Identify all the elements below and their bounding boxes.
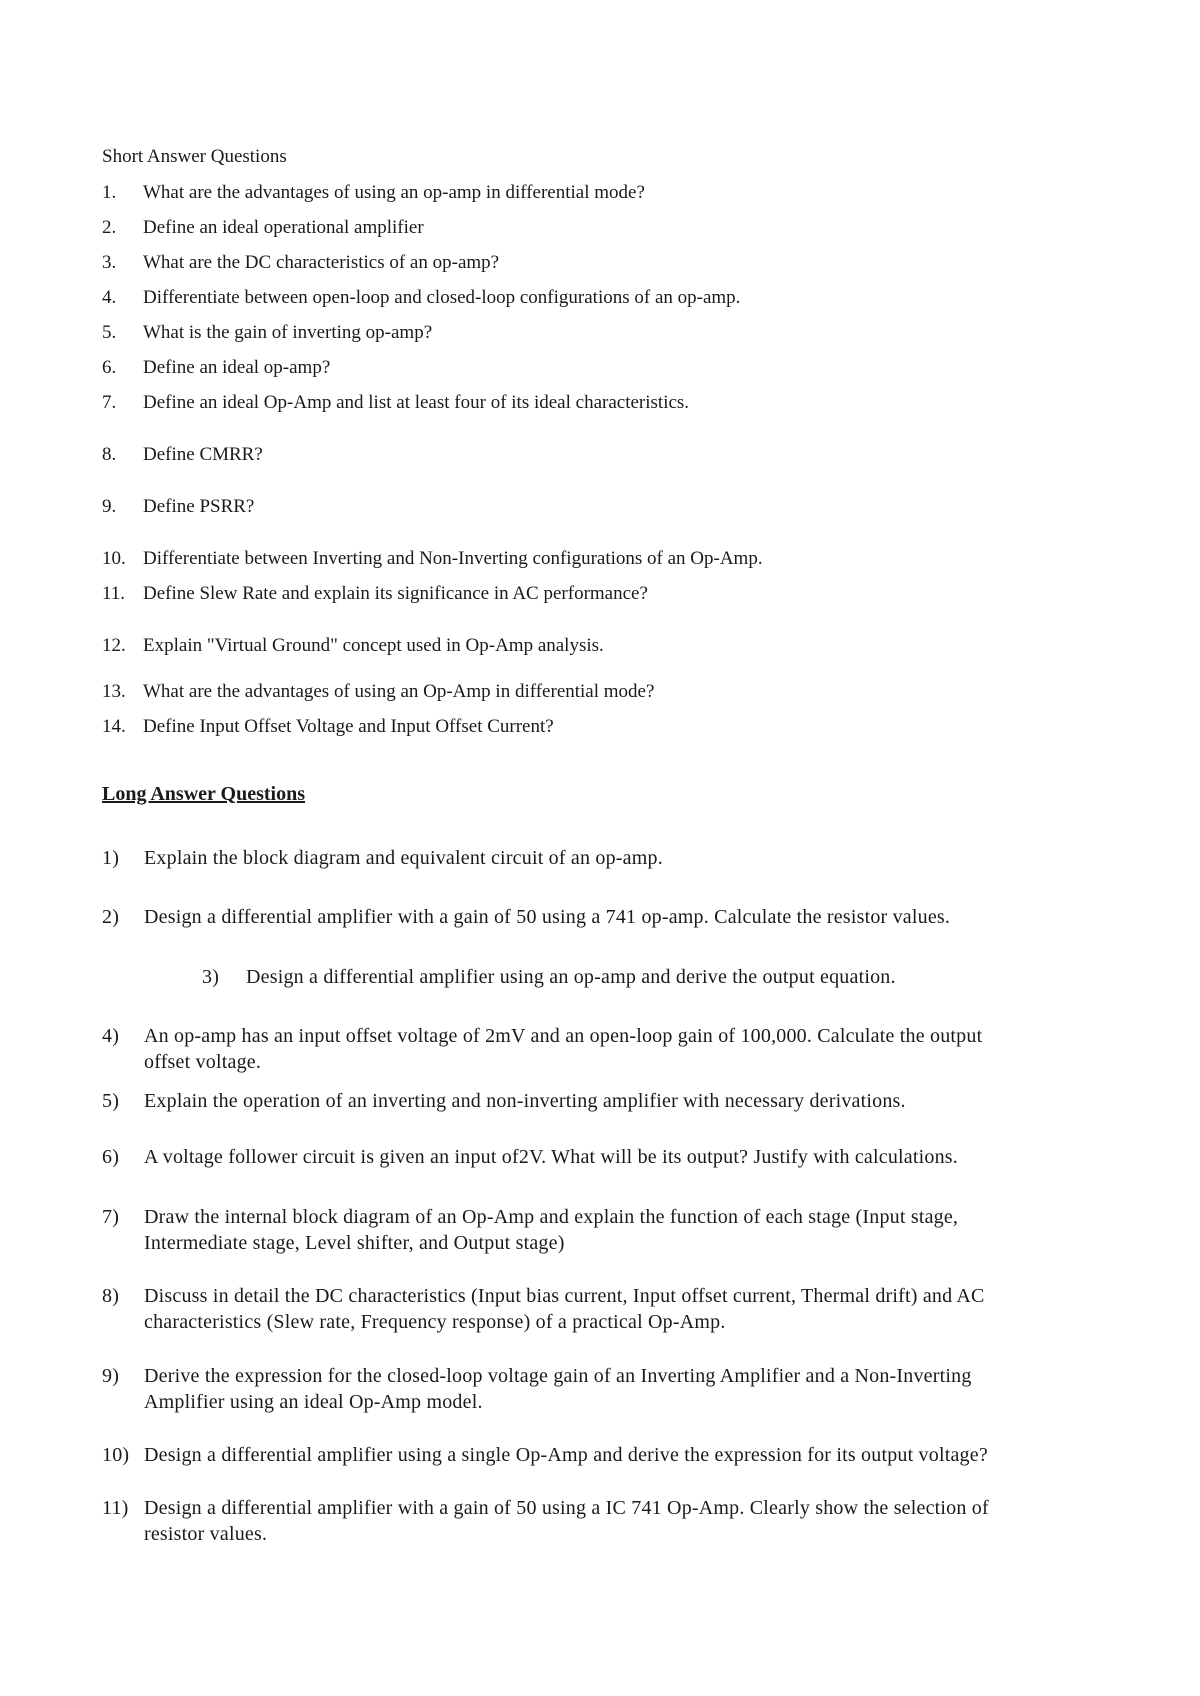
short-item-number: 13.: [102, 681, 126, 702]
long-item-text: Explain the block diagram and equivalent circuit of an op-amp.: [144, 847, 663, 869]
short-item-number: 11.: [102, 583, 126, 604]
long-item-text: An op-amp has an input offset voltage of 2mV and an open-loop gain of 100,000. Calculate the output: [144, 1025, 983, 1047]
short-item-text: Differentiate between Inverting and Non-Inverting configurations of an Op-Amp.: [143, 548, 763, 569]
long-item-text-continued: Intermediate stage, Level shifter, and Output stage): [144, 1232, 565, 1254]
short-answer-heading: Short Answer Questions: [102, 146, 287, 167]
long-item-number: 7): [102, 1206, 120, 1228]
long-item-text: Design a differential amplifier using an op-amp and derive the output equation.: [246, 966, 896, 988]
short-item-text: What are the advantages of using an op-amp in differential mode?: [143, 182, 645, 203]
short-item-text: Define PSRR?: [143, 496, 255, 517]
short-item-text: What is the gain of inverting op-amp?: [143, 322, 433, 343]
short-item-text: Define an ideal operational amplifier: [143, 217, 424, 238]
long-item-text: Design a differential amplifier with a gain of 50 using a IC 741 Op-Amp. Clearly show the selection of: [144, 1497, 989, 1519]
short-item-number: 14.: [102, 716, 126, 737]
long-item-text-continued: offset voltage.: [144, 1051, 262, 1073]
long-item-number: 11): [102, 1497, 129, 1519]
long-item-number: 10): [102, 1444, 130, 1466]
short-item-text: What are the DC characteristics of an op-amp?: [143, 252, 500, 273]
short-item-text: Define CMRR?: [143, 444, 263, 465]
long-item-text: Derive the expression for the closed-loop voltage gain of an Inverting Amplifier and a Non-Inverting: [144, 1365, 972, 1387]
long-item-text-continued: characteristics (Slew rate, Frequency response) of a practical Op-Amp.: [144, 1311, 726, 1333]
long-item-text: Discuss in detail the DC characteristics (Input bias current, Input offset current, Thermal drift) and AC: [144, 1285, 985, 1307]
long-item-text-continued: Amplifier using an ideal Op-Amp model.: [144, 1391, 483, 1413]
short-item-number: 4.: [102, 287, 117, 308]
long-item-number: 1): [102, 847, 120, 869]
long-item-number: 5): [102, 1090, 120, 1112]
short-item-text: Define an ideal Op-Amp and list at least four of its ideal characteristics.: [143, 392, 690, 413]
short-item-text: What are the advantages of using an Op-Amp in differential mode?: [143, 681, 655, 702]
long-answer-heading: Long Answer Questions: [102, 783, 306, 805]
long-item-text: Design a differential amplifier with a gain of 50 using a 741 op-amp. Calculate the resistor values.: [144, 906, 951, 928]
short-item-number: 12.: [102, 635, 126, 656]
long-item-text-continued: resistor values.: [144, 1523, 268, 1545]
short-item-number: 10.: [102, 548, 126, 569]
short-item-number: 9.: [102, 496, 117, 517]
short-item-number: 2.: [102, 217, 117, 238]
long-item-text: A voltage follower circuit is given an input of2V. What will be its output? Justify with calculations.: [144, 1146, 958, 1168]
short-item-number: 5.: [102, 322, 117, 343]
short-item-number: 8.: [102, 444, 117, 465]
short-item-number: 6.: [102, 357, 117, 378]
long-item-number: 6): [102, 1146, 120, 1168]
long-item-number: 9): [102, 1365, 120, 1387]
long-item-number: 8): [102, 1285, 120, 1307]
long-item-text: Draw the internal block diagram of an Op-Amp and explain the function of each stage (Input stage,: [144, 1206, 959, 1228]
short-item-number: 1.: [102, 182, 117, 203]
long-item-text: Explain the operation of an inverting and non-inverting amplifier with necessary derivations.: [144, 1090, 906, 1112]
short-item-text: Define Input Offset Voltage and Input Offset Current?: [143, 716, 554, 737]
long-item-number: 4): [102, 1025, 120, 1047]
short-item-number: 3.: [102, 252, 117, 273]
long-item-number: 2): [102, 906, 120, 928]
short-item-number: 7.: [102, 392, 117, 413]
long-item-number: 3): [202, 966, 220, 988]
short-item-text: Define an ideal op-amp?: [143, 357, 331, 378]
long-item-text: Design a differential amplifier using a single Op-Amp and derive the expression for its output voltage?: [144, 1444, 988, 1466]
short-item-text: Differentiate between open-loop and closed-loop configurations of an op-amp.: [143, 287, 741, 308]
short-item-text: Explain "Virtual Ground" concept used in Op-Amp analysis.: [143, 635, 604, 656]
short-item-text: Define Slew Rate and explain its significance in AC performance?: [143, 583, 648, 604]
